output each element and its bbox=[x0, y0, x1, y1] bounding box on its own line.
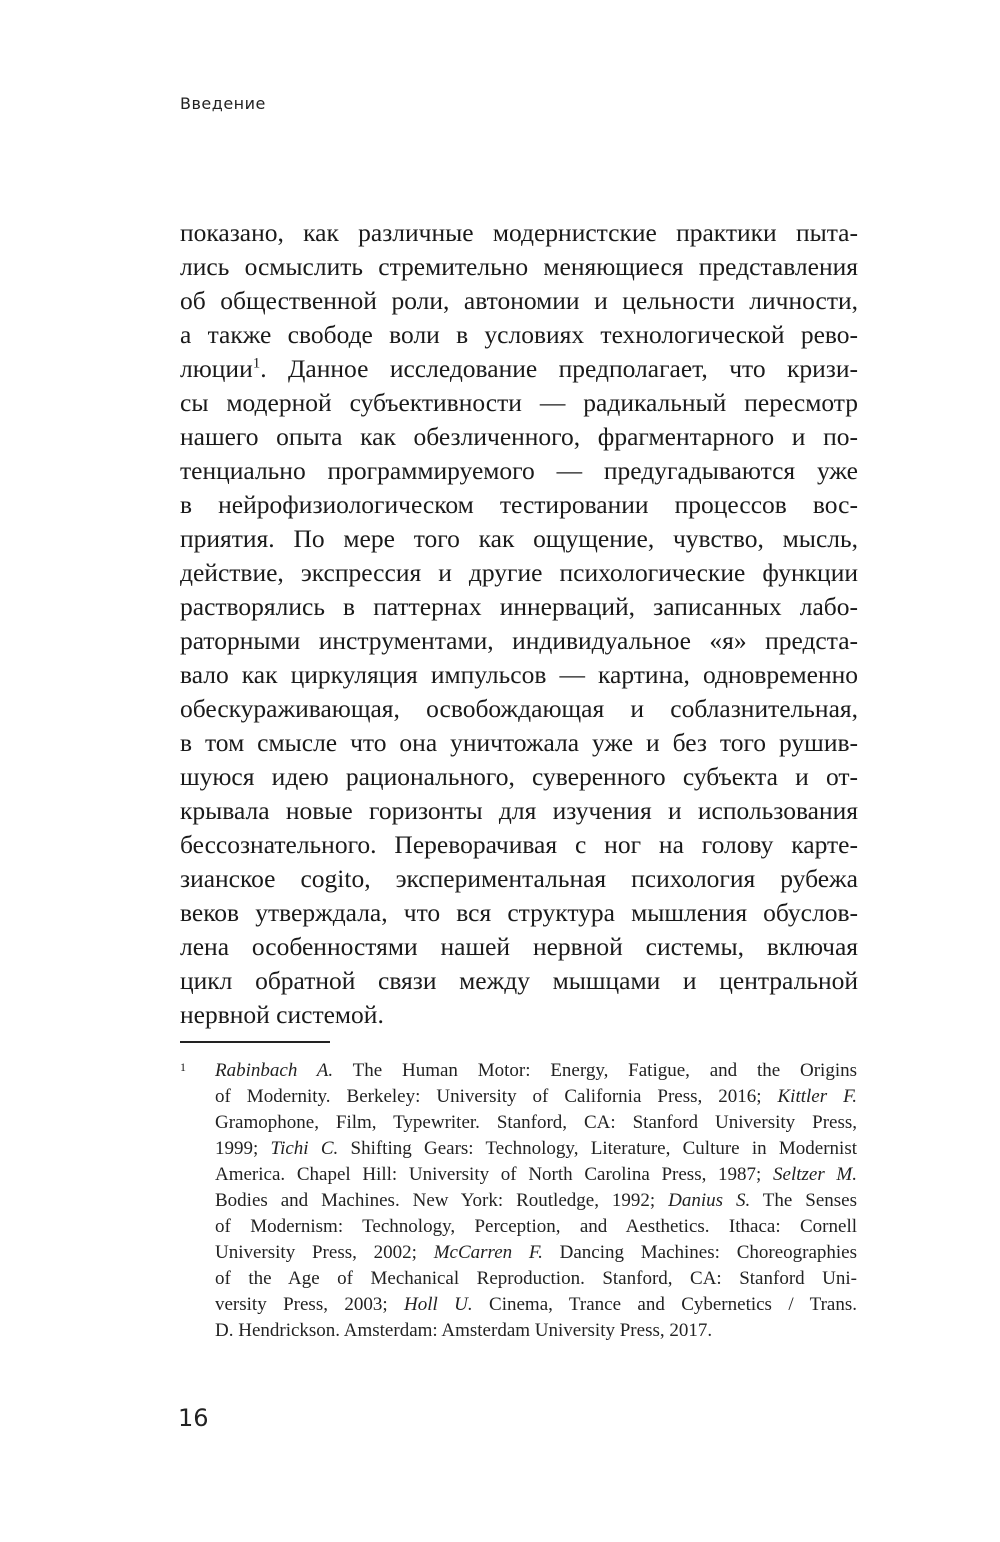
citation-text: Shifting Gears: Technology, Literature, Culture in Modernist bbox=[338, 1138, 858, 1159]
citation-text: of Modernism: Technology, Perception, and Aesthetics. Ithaca: Cornell bbox=[215, 1216, 857, 1237]
text-line: нашего опыта как обезличенного, фрагментарного и по- bbox=[180, 422, 858, 451]
citation-text: of the Age of Mechanical Reproduction. Stanford, CA: Stanford Uni- bbox=[215, 1268, 857, 1289]
footnote-line bbox=[215, 1292, 857, 1318]
footnote-text bbox=[215, 1058, 857, 1344]
footnote-line bbox=[215, 1240, 857, 1266]
footnote-reference: 1 bbox=[252, 355, 261, 372]
text-line: приятия. По мере того как ощущение, чувство, мысль, bbox=[180, 524, 858, 553]
text-line: об общественной роли, автономии и цельности личности, bbox=[180, 286, 858, 315]
text-line: зианское cogito, экспериментальная психология рубежа bbox=[180, 864, 858, 893]
citation-text: The Human Motor: Energy, Fatigue, and the Origins bbox=[333, 1060, 857, 1081]
author-name: Danius S. bbox=[668, 1190, 751, 1211]
page-number: 16 bbox=[178, 1404, 209, 1432]
running-header: Введение bbox=[180, 94, 266, 113]
citation-text: Cinema, Trance and Cybernetics / Trans. bbox=[472, 1294, 858, 1315]
citation-text: of Modernity. Berkeley: University of California Press, 2016; bbox=[215, 1086, 778, 1107]
text-line: раторными инструментами, индивидуальное «я» предста- bbox=[180, 626, 858, 655]
author-name: Tichi C. bbox=[270, 1138, 339, 1159]
footnote-line bbox=[215, 1188, 857, 1214]
text-line: в нейрофизиологическом тестировании процессов вос- bbox=[180, 490, 858, 519]
author-name: McCarren F. bbox=[433, 1242, 543, 1263]
footnote-line bbox=[215, 1266, 857, 1292]
text-line: растворялись в паттернах иннерваций, записанных лабо- bbox=[180, 592, 858, 621]
footnote-number: 1 bbox=[180, 1060, 186, 1074]
footnote-line bbox=[215, 1214, 857, 1240]
footnote-line bbox=[215, 1084, 857, 1110]
citation-text: D. Hendrickson. Amsterdam: Amsterdam University Press, 2017. bbox=[215, 1320, 713, 1341]
footnote-line bbox=[215, 1318, 857, 1344]
text-line: действие, экспрессия и другие психологические функции bbox=[180, 558, 858, 587]
text-line: тенциально программируемого — предугадываются уже bbox=[180, 456, 858, 485]
citation-text: University Press, 2002; bbox=[215, 1242, 434, 1263]
text-line: бессознательного. Переворачивая с ног на голову карте- bbox=[180, 830, 858, 859]
author-name: Kittler F. bbox=[777, 1086, 858, 1107]
author-name: Rabinbach A. bbox=[215, 1060, 334, 1081]
footnote-line bbox=[215, 1136, 857, 1162]
footnote-line bbox=[215, 1162, 857, 1188]
text-line bbox=[180, 352, 858, 386]
citation-text: The Senses bbox=[750, 1190, 857, 1211]
footnote-line bbox=[215, 1110, 857, 1136]
text-segment: . Данное исследование предполагает, что кризи- bbox=[260, 354, 858, 383]
citation-text: versity Press, 2003; bbox=[215, 1294, 405, 1315]
text-line: показано, как различные модернистские практики пыта- bbox=[180, 218, 858, 247]
text-line: лись осмыслить стремительно меняющиеся представления bbox=[180, 252, 858, 281]
text-line: а также свободе воли в условиях технологической рево- bbox=[180, 320, 858, 349]
text-line: цикл обратной связи между мышцами и центральной bbox=[180, 966, 858, 995]
text-line: в том смысле что она уничтожала уже и без того рушив- bbox=[180, 728, 858, 757]
footnote-divider bbox=[180, 1041, 330, 1043]
text-line: нервной системой. bbox=[180, 1000, 384, 1029]
text-line: крывала новые горизонты для изучения и использования bbox=[180, 796, 858, 825]
author-name: Holl U. bbox=[404, 1294, 473, 1315]
author-name: Seltzer M. bbox=[773, 1164, 857, 1185]
text-line: шуюся идею рационального, суверенного субъекта и от- bbox=[180, 762, 858, 791]
citation-text: Gramophone, Film, Typewriter. Stanford, CA: Stanford University Press, bbox=[215, 1112, 857, 1133]
text-line: лена особенностями нашей нервной системы, включая bbox=[180, 932, 858, 961]
citation-text: Dancing Machines: Choreographies bbox=[542, 1242, 857, 1263]
text-line: сы модерной субъективности — радикальный пересмотр bbox=[180, 388, 858, 417]
citation-text: Bodies and Machines. New York: Routledge, 1992; bbox=[215, 1190, 669, 1211]
citation-text: America. Chapel Hill: University of North Carolina Press, 1987; bbox=[215, 1164, 774, 1185]
text-line: обескураживающая, освобождающая и соблазнительная, bbox=[180, 694, 858, 723]
footnote-line bbox=[215, 1058, 857, 1084]
citation-text: 1999; bbox=[215, 1138, 271, 1159]
text-line: веков утверждала, что вся структура мышления обуслов- bbox=[180, 898, 858, 927]
text-segment: люции bbox=[180, 354, 253, 383]
body-text bbox=[180, 216, 858, 1032]
text-line: вало как циркуляция импульсов — картина, одновременно bbox=[180, 660, 858, 689]
